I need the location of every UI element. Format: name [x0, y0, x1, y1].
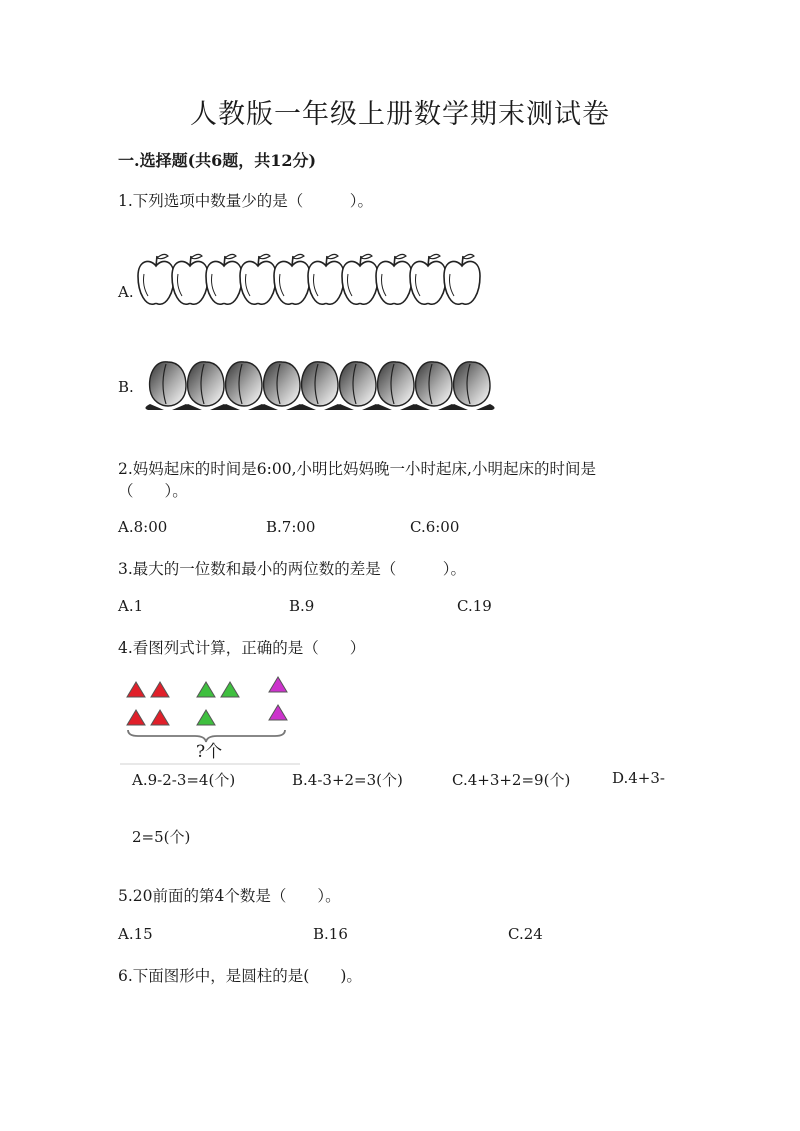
peach-icon: [373, 362, 418, 410]
q5-option-b[interactable]: B.16: [313, 925, 348, 943]
peach-icon: [145, 362, 190, 410]
section-heading: 一.选择题(共6题，共12分): [118, 151, 317, 170]
magenta-triangle-icon: [269, 705, 287, 720]
question-2-text-line2: （ ）。: [118, 482, 188, 500]
apple-icon: [274, 254, 310, 304]
red-triangle-icon: [127, 682, 145, 697]
peach-icon: [411, 362, 456, 410]
q2-option-c[interactable]: C.6:00: [410, 518, 460, 536]
apple-icon: [172, 254, 208, 304]
peach-icon: [449, 362, 494, 410]
apple-icon: [444, 254, 480, 304]
apple-icon: [308, 254, 344, 304]
peach-icon: [221, 362, 266, 410]
question-6-text: 6.下面图形中，是圆柱的是( )。: [118, 967, 362, 985]
question-2-text-line1: 2.妈妈起床的时间是6:00,小明比妈妈晚一小时起床,小明起床的时间是: [118, 460, 596, 478]
peach-icon: [335, 362, 380, 410]
question-1-text: 1.下列选项中数量少的是（ ）。: [118, 192, 374, 210]
magenta-triangle-icon: [269, 677, 287, 692]
green-triangle-icon: [197, 682, 215, 697]
apple-icon: [206, 254, 242, 304]
apple-icon: [240, 254, 276, 304]
apple-icon: [138, 254, 174, 304]
q4-option-d[interactable]: D.4+3-: [612, 769, 665, 787]
q3-option-c[interactable]: C.19: [457, 597, 492, 615]
q5-option-a[interactable]: A.15: [118, 925, 153, 943]
peach-icon: [259, 362, 304, 410]
q4-figure-label: ?个: [196, 742, 223, 762]
peach-icon: [183, 362, 228, 410]
q4-option-a[interactable]: A.9-2-3=4(个): [132, 771, 236, 789]
q1-peaches-image: [146, 356, 516, 412]
q4-option-d-continued: 2=5(个): [132, 828, 191, 846]
q4-option-c[interactable]: C.4+3+2=9(个): [452, 771, 571, 789]
peach-icon: [297, 362, 342, 410]
q2-option-b[interactable]: B.7:00: [266, 518, 316, 536]
page-title: 人教版一年级上册数学期末测试卷: [190, 99, 610, 130]
apple-icon: [376, 254, 412, 304]
q4-option-b[interactable]: B.4-3+2=3(个): [292, 771, 403, 789]
q1-apples-image: [138, 252, 488, 312]
green-triangle-icon: [221, 682, 239, 697]
red-triangle-icon: [151, 682, 169, 697]
q1-option-a-label[interactable]: A.: [118, 283, 134, 301]
green-triangle-icon: [197, 710, 215, 725]
question-5-text: 5.20前面的第4个数是（ ）。: [118, 887, 341, 905]
question-3-text: 3.最大的一位数和最小的两位数的差是（ ）。: [118, 560, 467, 578]
q5-option-c[interactable]: C.24: [508, 925, 543, 943]
red-triangle-icon: [127, 710, 145, 725]
q3-option-b[interactable]: B.9: [289, 597, 315, 615]
q2-option-a[interactable]: A.8:00: [118, 518, 168, 536]
red-triangle-icon: [151, 710, 169, 725]
apple-icon: [342, 254, 378, 304]
q1-option-b-label[interactable]: B.: [118, 378, 134, 396]
question-4-text: 4.看图列式计算，正确的是（ ）: [118, 639, 366, 657]
q3-option-a[interactable]: A.1: [118, 597, 144, 615]
apple-icon: [410, 254, 446, 304]
